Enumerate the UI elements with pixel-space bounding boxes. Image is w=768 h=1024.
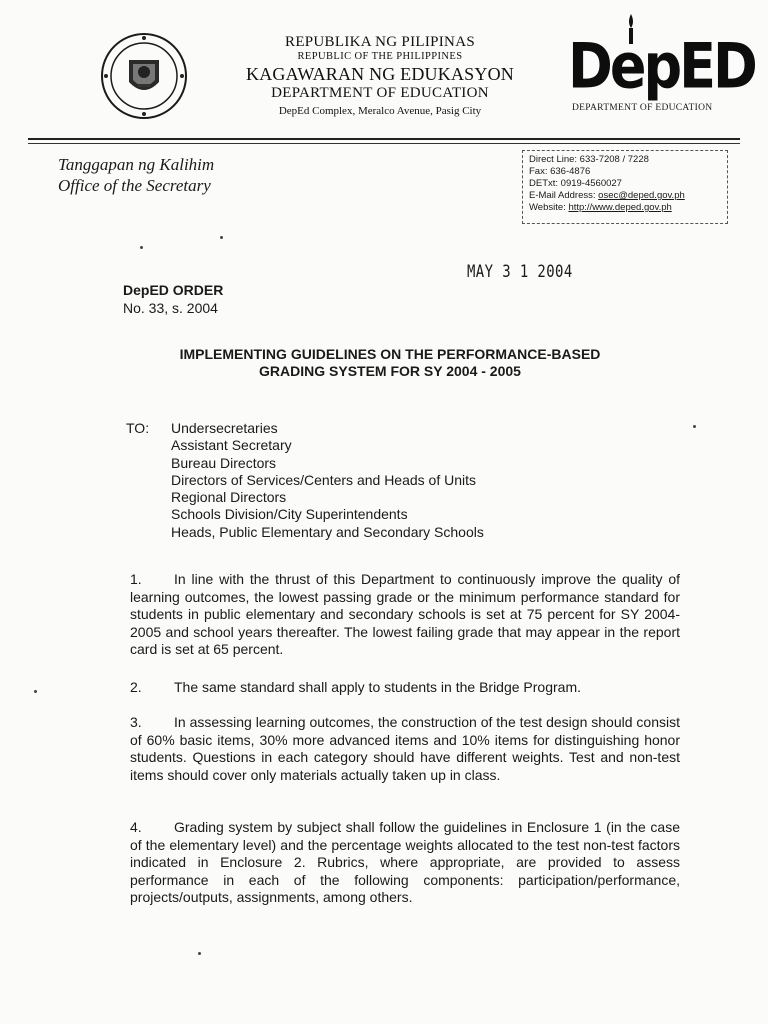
paragraph-text: In assessing learning outcomes, the construction of the test design should consist of 60% basic items, 30% more advanced items and 10% items for distinguishing honor students. Questions in each category should have different weights. Test and non-test items should cover only materials actually taken up in class. bbox=[130, 714, 680, 783]
paragraph-number: 1. bbox=[130, 571, 142, 587]
contact-website-link[interactable]: http://www.deped.gov.ph bbox=[568, 202, 672, 213]
department-seal bbox=[100, 32, 188, 120]
paragraph-text: In line with the thrust of this Department to continuously improve the quality of learning outcomes, the lowest passing grade or the minimum performance standard for students in public elementary and secondary schools is set at 75 percent for SY 2004-2005 and school years thereafter. The lowest failing grade that may appear in the report card is set at 65 percent. bbox=[130, 571, 680, 658]
order-number: No. 33, s. 2004 bbox=[123, 300, 218, 316]
deped-logo-subtitle: DEPARTMENT OF EDUCATION bbox=[572, 103, 713, 113]
deped-logo-text: DepED bbox=[568, 30, 755, 103]
addressee-item: Heads, Public Elementary and Secondary Schools bbox=[171, 523, 484, 540]
scan-speck bbox=[220, 236, 223, 239]
paragraph-text: The same standard shall apply to students in the Bridge Program. bbox=[174, 679, 581, 695]
addressee-item: Undersecretaries bbox=[171, 420, 278, 436]
contact-box bbox=[522, 150, 728, 224]
order-heading bbox=[123, 281, 223, 317]
scan-speck bbox=[198, 952, 201, 955]
office-line-2: Office of the Secretary bbox=[58, 176, 211, 196]
subject-line-2: GRADING SYSTEM FOR SY 2004 - 2005 bbox=[259, 363, 521, 379]
date-stamp: MAY 3 1 2004 bbox=[467, 262, 573, 282]
subject-line-1: IMPLEMENTING GUIDELINES ON THE PERFORMANCE-BASED bbox=[179, 346, 601, 362]
contact-website-label: Website: bbox=[529, 202, 569, 213]
addressee-item: Regional Directors bbox=[171, 489, 287, 506]
paragraph-text: Grading system by subject shall follow the guidelines in Enclosure 1 (in the case of the elementary level) and the percentage weights allocated to the test non-test factors indicated in Enclosure 2. Rubrics, where appropriate, are provided to assess performance in each of the following components: participation/performance, projects/outputs, assignments, among others. bbox=[130, 819, 680, 906]
scan-speck bbox=[34, 690, 37, 693]
contact-email-label: E-Mail Address: bbox=[529, 190, 599, 201]
contact-detxt: DETxt: 0919-4560027 bbox=[529, 178, 622, 189]
addressee-item: Directors of Services/Centers and Heads of Units bbox=[171, 471, 477, 488]
scan-speck bbox=[140, 246, 143, 249]
paragraph-4 bbox=[130, 819, 680, 907]
header-line-4: DEPARTMENT OF EDUCATION bbox=[271, 85, 489, 101]
office-name bbox=[58, 154, 214, 197]
paragraph-3 bbox=[130, 714, 680, 784]
contact-website-row bbox=[529, 202, 721, 214]
header-line-3: KAGAWARAN NG EDUKASYON bbox=[246, 64, 514, 85]
to-label: TO: bbox=[126, 420, 150, 436]
addressee-item: Schools Division/City Superintendents bbox=[171, 506, 408, 523]
contact-fax: Fax: 636-4876 bbox=[529, 166, 591, 177]
header-rule-thin bbox=[28, 143, 740, 144]
contact-email-link[interactable]: osec@deped.gov.ph bbox=[598, 190, 685, 201]
addressee-item: Bureau Directors bbox=[171, 454, 277, 471]
header-line-2: REPUBLIC OF THE PHILIPPINES bbox=[297, 51, 463, 63]
contact-direct-line: Direct Line: 633-7208 / 7228 bbox=[529, 154, 649, 165]
paragraph-number: 2. bbox=[130, 679, 142, 695]
paragraph-number: 3. bbox=[130, 714, 142, 730]
header-line-1: REPUBLIKA NG PILIPINAS bbox=[285, 34, 475, 50]
paragraph-2 bbox=[130, 679, 680, 697]
office-line-1: Tanggapan ng Kalihim bbox=[58, 155, 215, 174]
addressee-item: Assistant Secretary bbox=[171, 437, 292, 454]
scan-speck bbox=[693, 425, 696, 428]
addressee-list bbox=[171, 420, 484, 541]
contact-email-row bbox=[529, 190, 721, 202]
paragraph-1 bbox=[130, 571, 680, 659]
order-title: DepED ORDER bbox=[123, 282, 224, 298]
header-address: DepEd Complex, Meralco Avenue, Pasig City bbox=[278, 105, 482, 118]
paragraph-number: 4. bbox=[130, 819, 142, 835]
order-subject bbox=[120, 346, 660, 380]
letterhead bbox=[210, 34, 550, 118]
header-rule bbox=[28, 138, 740, 140]
